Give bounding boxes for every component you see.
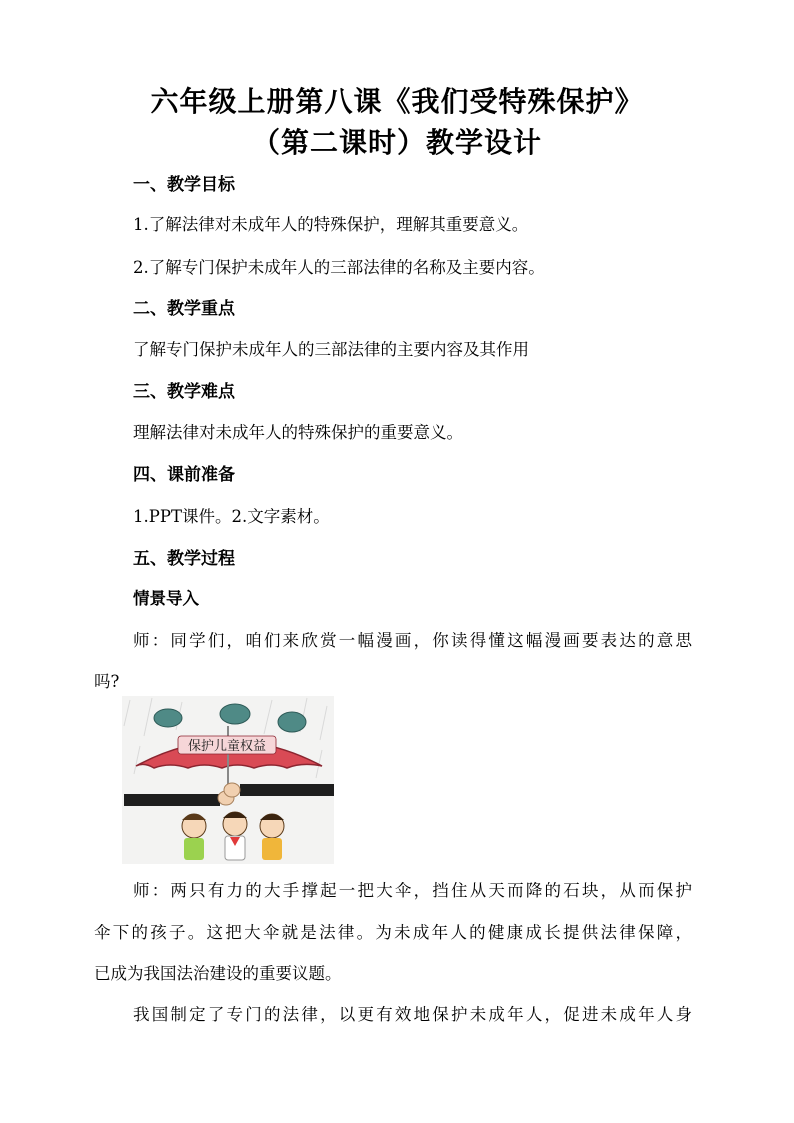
- cartoon-illustration: [122, 696, 334, 864]
- paragraph-3-line-1: 我国制定了专门的法律，以更有效地保护未成年人，促进未成年人身: [133, 1005, 692, 1024]
- goal-item-2: 2.了解专门保护未成年人的三部法律的名称及主要内容。: [133, 258, 545, 277]
- section-heading-preparation: 四、课前准备: [133, 465, 235, 485]
- umbrella-label: 保护儿童权益: [187, 739, 267, 754]
- goal-item-1: 1.了解法律对未成年人的特殊保护，理解其重要意义。: [133, 215, 529, 234]
- difficulty-text: 理解法律对未成年人的特殊保护的重要意义。: [133, 423, 463, 442]
- paragraph-2-line-3: 已成为我国法治建设的重要议题。: [94, 964, 342, 983]
- paragraph-1-line-1: 师：同学们，咱们来欣赏一幅漫画，你读得懂这幅漫画要表达的意思: [133, 631, 692, 650]
- document-title-line-2: （第二课时）教学设计: [251, 126, 542, 159]
- preparation-text: 1.PPT课件。2.文字素材。: [133, 507, 330, 526]
- document-title-line-1: 六年级上册第八课《我们受特殊保护》: [150, 85, 644, 118]
- umbrella-cartoon-image: [122, 696, 334, 864]
- paragraph-2-line-2: 伞下的孩子。这把大伞就是法律。为未成年人的健康成长提供法律保障，: [94, 923, 692, 942]
- section-heading-process: 五、教学过程: [133, 549, 235, 569]
- section-heading-goals: 一、教学目标: [133, 175, 235, 195]
- section-heading-difficulty: 三、教学难点: [133, 382, 235, 402]
- focus-text: 了解专门保护未成年人的三部法律的主要内容及其作用: [133, 340, 529, 359]
- subheading-intro: 情景导入: [133, 589, 199, 608]
- paragraph-2-line-1: 师：两只有力的大手撑起一把大伞，挡住从天而降的石块，从而保护: [133, 881, 692, 900]
- section-heading-focus: 二、教学重点: [133, 299, 235, 319]
- paragraph-1-line-2: 吗?: [94, 672, 120, 691]
- children: [182, 812, 284, 860]
